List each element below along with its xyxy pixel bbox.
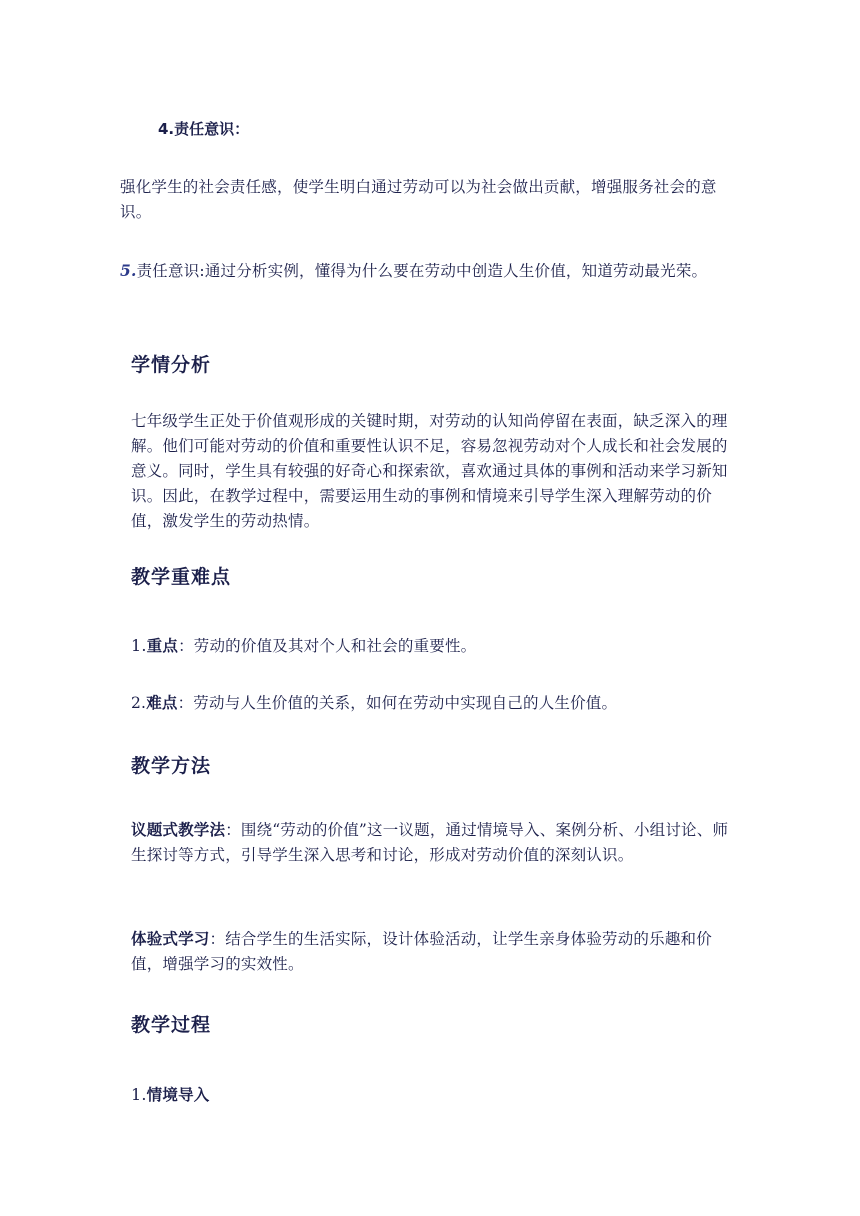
method-2-text: ：结合学生的生活实际，设计体验活动，让学生亲身体验劳动的乐趣和价值，增强学习的实效性。 bbox=[131, 930, 712, 973]
process-heading: 教学过程 bbox=[131, 1014, 212, 1036]
responsibility-5-paragraph bbox=[120, 254, 732, 288]
method-1 bbox=[131, 818, 731, 868]
key-point-1-number: 1. bbox=[131, 636, 147, 655]
key-point-2-label: 难点 bbox=[146, 694, 178, 712]
methods-heading: 教学方法 bbox=[131, 755, 212, 777]
responsibility-5-number: 5. bbox=[120, 261, 137, 280]
method-1-label: 议题式教学法 bbox=[131, 821, 226, 839]
responsibility-4-text: 强化学生的社会责任感，使学生明白通过劳动可以为社会做出贡献，增强服务社会的意识。 bbox=[120, 178, 717, 221]
key-point-1-text: ：劳动的价值及其对个人和社会的重要性。 bbox=[178, 637, 477, 655]
responsibility-5-text: 责任意识:通过分析实例，懂得为什么要在劳动中创造人生价值，知道劳动最光荣。 bbox=[136, 262, 708, 280]
key-points-heading: 教学重难点 bbox=[131, 566, 232, 588]
process-step-1 bbox=[131, 1082, 731, 1108]
process-step-1-number: 1. bbox=[131, 1085, 147, 1104]
responsibility-4-heading: 4.责任意识： bbox=[158, 120, 250, 138]
process-step-1-label: 情境导入 bbox=[146, 1086, 210, 1104]
key-point-1-label: 重点 bbox=[146, 637, 179, 655]
key-point-2 bbox=[131, 691, 731, 716]
key-point-2-number: 2. bbox=[131, 694, 147, 712]
student-analysis-text: 七年级学生正处于价值观形成的关键时期，对劳动的认知尚停留在表面，缺乏深入的理解。他们可能对劳动的价值和重要性认识不足，容易忽视劳动对个人成长和社会发展的意义。同时，学生具有较强的好奇心和探索欲，喜欢通过具体的事例和活动来学习新知识。因此，在教学过程中，需要运用生动的事例和情境来引导学生深入理解劳动的价值，激发学生的劳动热情。 bbox=[131, 412, 728, 530]
student-analysis-heading: 学情分析 bbox=[131, 354, 212, 376]
key-point-2-text: ：劳动与人生价值的关系，如何在劳动中实现自己的人生价值。 bbox=[177, 694, 618, 712]
method-1-text: ：围绕“劳动的价值”这一议题，通过情境导入、案例分析、小组讨论、师生探讨等方式，引导学生深入思考和讨论，形成对劳动价值的深刻认识。 bbox=[131, 821, 729, 864]
method-2-label: 体验式学习 bbox=[131, 930, 210, 948]
key-point-1 bbox=[131, 633, 731, 659]
method-2 bbox=[131, 927, 731, 977]
